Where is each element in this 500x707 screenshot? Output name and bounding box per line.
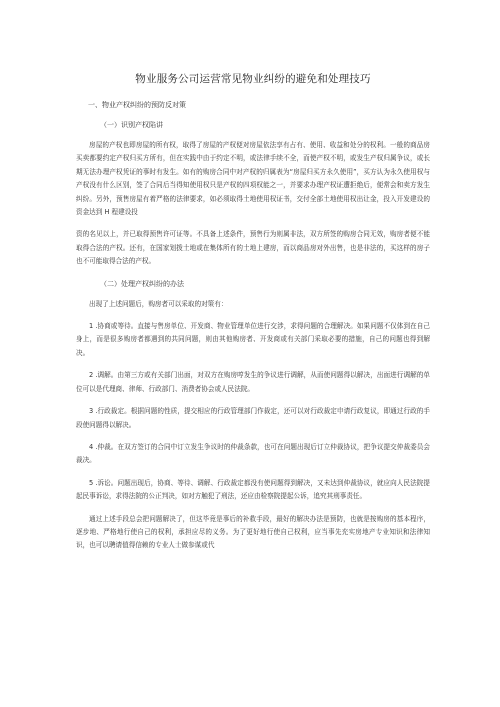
list-item-2: 2 .调解。由第三方或有关部门出面，对双方在购房哼发生的争议进行调解，从而使问题得以解决，出面进行调解的单位可以是代理商、律师、行政部门、消费者协会或人民法院。	[76, 371, 430, 393]
paragraph-3: 出现了上述问题后，购房者可以采取的对策有：	[89, 299, 228, 308]
list-item-3: 3 .行政裁定。根据问题的性质，提交相应的行政管理部门作裁定，还可以对行政裁定申请行政复议，即通过行政的手段使问题得以解决。	[76, 407, 430, 429]
paragraph-1: 房屋的产权也即房屋的所有权，取得了房屋的产权便对房屋依法享有占有、使用、收益和处分的权利。一般的商品房买卖都要约定产权归买方所有，但在实践中由于约定不明，或法律手续不全，而使产权不明，或发生产权归属争议，或长期无法办理产权凭证的事时有发生。如有的购房合同中对产权的归属表为“房屋归买方永久使用”，买方认为永久使用权与产权没有什么区别，签了合同后当得知使用权只是产权的四项权能之一，并要求办理产权证遭拒绝后，便常会和卖方发生纠纷。另外，预售房屋有着严格的法律要求，如必须取得土地使用权证书，交付全部土地使用权出让金，投入开发建设的资金达到 H 程建设投	[76, 141, 430, 217]
list-item-4: 4 .仲裁。在双方签订的合同中订立发生争议时的仲裁条款，也可在问题出现后订立仲裁协议，把争议提交仲裁委员会裁决。	[76, 442, 430, 465]
paragraph-2: 资的名见以上，并已取得预售许可证等。不具备上述条件，预售行为则属非法，双方所签的购房合同无效，购房者便不能取得合法的产权。还有，在国家划拨土地或在集体所有的土地上建房，而以商品房对外出售，也是非法的，买这样的房子也不可能取得合法的产权。	[76, 230, 430, 266]
paragraph-4: 通过上述手段总会把问题解决了，但这毕竟是事后的补救手段，最好的解决办法是预防，也就是按购房的基本程序，逐步地、严格地行使自己的权利，承担应尽的义务。为了更好地行使自己权利，应当事先充实房地产专业知识和法律知识，也可以聘请值得信赖的专业人士做参谋或代	[76, 514, 430, 550]
section1-subheading-1: （一）识别产权陷讲	[100, 121, 163, 129]
list-item-5: 5 .诉讼。问题出现后，协商、等待、调解、行政裁定都没有使问题得到解决，又未达到仲裁协议，就应向人民法院提起民事诉讼，求得法院的公正判决，如对方触犯了刑法，还应由检察院提起公诉，追究其刑事责任。	[76, 478, 430, 501]
document-title: 物业服务公司运营常见物业纠纷的避免和处理技巧	[135, 73, 371, 85]
list-item-1: 1 .协商或等待。直接与售房单位、开发商、物业管理单位进行交涉，求得问题的合理解决。如果问题不仅体到在自己身上，而是很多购房者都遇到的共同问题，则由其他购房者、开发商或有关部门采取必要的措施，自己的问题也得到解决。	[76, 322, 430, 357]
section1-heading: 一、物业产权纠纷的预防反对策	[88, 101, 186, 109]
section1-subheading-2: （二）处理产权纠纷的办法	[100, 279, 184, 288]
